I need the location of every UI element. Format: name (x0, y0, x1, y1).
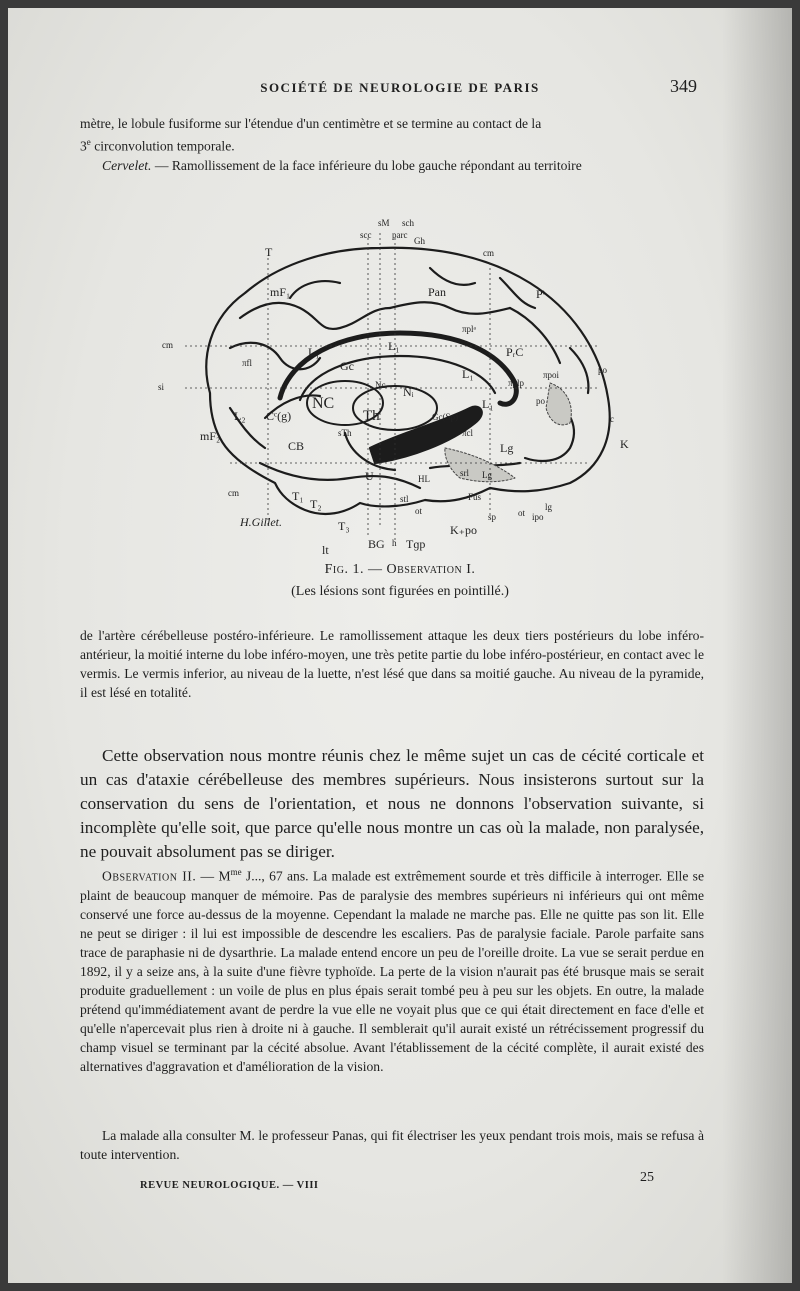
intro-ordinal: 3 (80, 138, 87, 154)
label-Gc: Gc (340, 359, 354, 373)
label-spoi: πpoi (543, 370, 560, 380)
intro-line-2: circonvolution temporale. (90, 138, 235, 154)
observation-heading: Observation II. (102, 868, 197, 884)
artist-signature: H.Gillet. (240, 515, 282, 529)
label-cm-bottom: cm (228, 488, 239, 498)
label-cm-left: cm (162, 340, 173, 350)
label-parc: parc (392, 230, 408, 240)
label-Lg-b: Lg (482, 470, 492, 480)
journal-signature: REVUE NEUROLOGIQUE. — VIII (140, 1180, 319, 1191)
label-ot: ot (415, 506, 423, 516)
label-BG: BG (368, 537, 385, 551)
label-po-right: po (598, 365, 607, 375)
label-lt: lt (322, 543, 329, 557)
label-Pan: Pan (428, 285, 446, 299)
sheet-number: 25 (640, 1170, 654, 1185)
label-mF1: mF₁ (270, 285, 291, 299)
label-srl: srl (460, 468, 469, 478)
stippled-lesion-2 (546, 383, 571, 425)
page-shadow (722, 8, 792, 1283)
label-GcSp: Gc(Sp) (432, 412, 458, 422)
label-Pt: Pᵗ (536, 287, 545, 301)
label-sTh: sTh (338, 428, 352, 438)
label-h: h (392, 538, 397, 548)
label-stl: stl (400, 494, 409, 504)
figure-caption-note: (Les lésions sont figurées en pointillé.) (291, 584, 509, 599)
observation-paragraph (80, 863, 704, 1076)
cervelet-text: — Ramollissement de la face inférieure du lobe gauche répondant au territoire (151, 157, 582, 173)
label-Th: Th (363, 408, 380, 424)
label-ot-b: ot (518, 508, 526, 518)
label-PrC: PᵣC (506, 345, 524, 359)
figure-caption: Fig. 1. — Observation I. (324, 562, 476, 577)
observation-title-m: M (218, 868, 231, 884)
label-Kpo: K₊po (450, 523, 477, 537)
running-title: SOCIÉTÉ DE NEUROLOGIE DE PARIS (260, 80, 540, 95)
journal-page (8, 8, 792, 1283)
label-pplp: πplp (508, 378, 525, 388)
label-Fus: Fus (468, 492, 482, 502)
label-sM: sM (378, 218, 390, 228)
page-number: 349 (670, 76, 697, 96)
label-ipo: ipo (532, 512, 544, 522)
hemisphere-outline (206, 248, 609, 514)
label-T2: T₂ (310, 497, 322, 511)
label-NC: NC (312, 395, 335, 412)
label-pla: πplᵃ (462, 324, 477, 334)
label-Tgp: Tɡp (406, 537, 426, 551)
intro-line-1: mètre, le lobule fusiforme sur l'étendue d'un centimètre et se termine au contact de la (80, 116, 542, 131)
label-sp: sp (488, 512, 497, 522)
observation-dash: — (196, 868, 219, 884)
label-L1-c: L₁ (482, 397, 494, 411)
label-T3: T₃ (338, 519, 350, 533)
paragraph-after-figure: de l'artère cérébelleuse postéro-inférieure. Le ramollissement attaque les deux tiers postérieurs du lobe inféro-antérieur, la moitié interne du lobe inféro-moyen, une très petite partie du lobe inféro-postérieur, en contact avec le vermis. Le vermis inferior, au niveau de la luette, n'est lésé que dans sa moitié gauche. Au niveau de la pyramide, il est lésé en totalité. (80, 628, 704, 700)
label-T: T (265, 245, 273, 259)
label-CB: CB (288, 439, 305, 453)
last-paragraph: La malade alla consulter M. le professeur Panas, qui fit électriser les yeux pendant trois mois, mais se refusa à toute intervention. (80, 1128, 704, 1162)
label-Ni: Nᵢ (403, 385, 414, 399)
label-po-mid: po (536, 396, 545, 406)
label-Nc: Nc (375, 380, 386, 390)
label-L1-b: L₁ (462, 367, 474, 381)
label-U: U (365, 469, 374, 483)
label-L1-mid: L₁ (388, 339, 400, 353)
observation-text: J..., 67 ans. La malade est extrêmement sourde et très difficile à interroger. Elle se plaint de beaucoup manquer de mémoire. Pas de paralysie des membres supérieurs ni inférieurs qui ont même conservé une force au-dessus de la moyenne. Cependant la malade ne marche pas. Elle ne quitte pas son lit. Elle ne peut se diriger : il lui est impossible de descendre les escaliers. Pas de paralysie faciale. Parole parfaite sans trace de paraphasie ni de dysarthrie. La malade entend encore un peu de l'oreille droite. La vue se serait perdue en 1892, il y a seize ans, à la suite d'une fièvre typhoïde. La perte de la vision n'aurait pas été brusque mais se serait produite graduellement : un voile de plus en plus épais serait tombé peu à peu sur les objets. En outre, la malade prétend qu'immédiatement avant de perdre la vue elle ne voyait plus que ce qui était directement en face d'elle et qu'elle n'apercevait plus rien à droite ni à gauche. Il semblerait qu'il aurait existé un rétrécissement progressif du champ visuel se terminant par la cécité absolue. Avant l'établissement de la cécité complète, il aurait existé des alternatives d'aggravation et d'amélioration de la vision. (80, 868, 705, 1074)
label-pcl: πcl (462, 428, 474, 438)
intro-paragraph (80, 114, 704, 175)
label-Cg: Cᶜ(g) (266, 409, 292, 423)
label-scc: scc (360, 230, 372, 240)
observation-title-me: me (230, 867, 242, 877)
intro-ordinal-sup: e (86, 137, 91, 147)
label-Lg: Lg (500, 441, 514, 455)
brain-figure (158, 208, 640, 558)
label-L2: L₂ (234, 409, 246, 423)
label-K: K (620, 437, 629, 451)
label-HL: HL (418, 474, 430, 484)
label-cm-top: cm (483, 248, 494, 258)
label-T1: T₁ (292, 489, 304, 503)
label-mF2: mF₂ (200, 429, 221, 443)
label-L1-left: L₁ (308, 345, 320, 359)
main-paragraph: Cette observation nous montre réunis chez le même sujet un cas de cécité corticale et un cas d'ataxie cérébelleuse des membres supérieurs. Nous insisterons surtout sur la conservation du sens de l'orientation, et nous ne donnons l'observation suivante, si incomplète qu'elle soit, que parce qu'elle nous montre un cas où la malade, non paralysée, ne pouvait absolument pas se diriger. (80, 746, 704, 861)
label-pfl: πfl (242, 358, 253, 368)
label-si: si (158, 382, 165, 392)
label-lg-small: lg (545, 502, 553, 512)
label-sch: sch (402, 218, 414, 228)
label-Gh: Gh (414, 236, 425, 246)
cervelet-label: Cervelet. (102, 157, 152, 173)
label-c: c (610, 414, 614, 424)
